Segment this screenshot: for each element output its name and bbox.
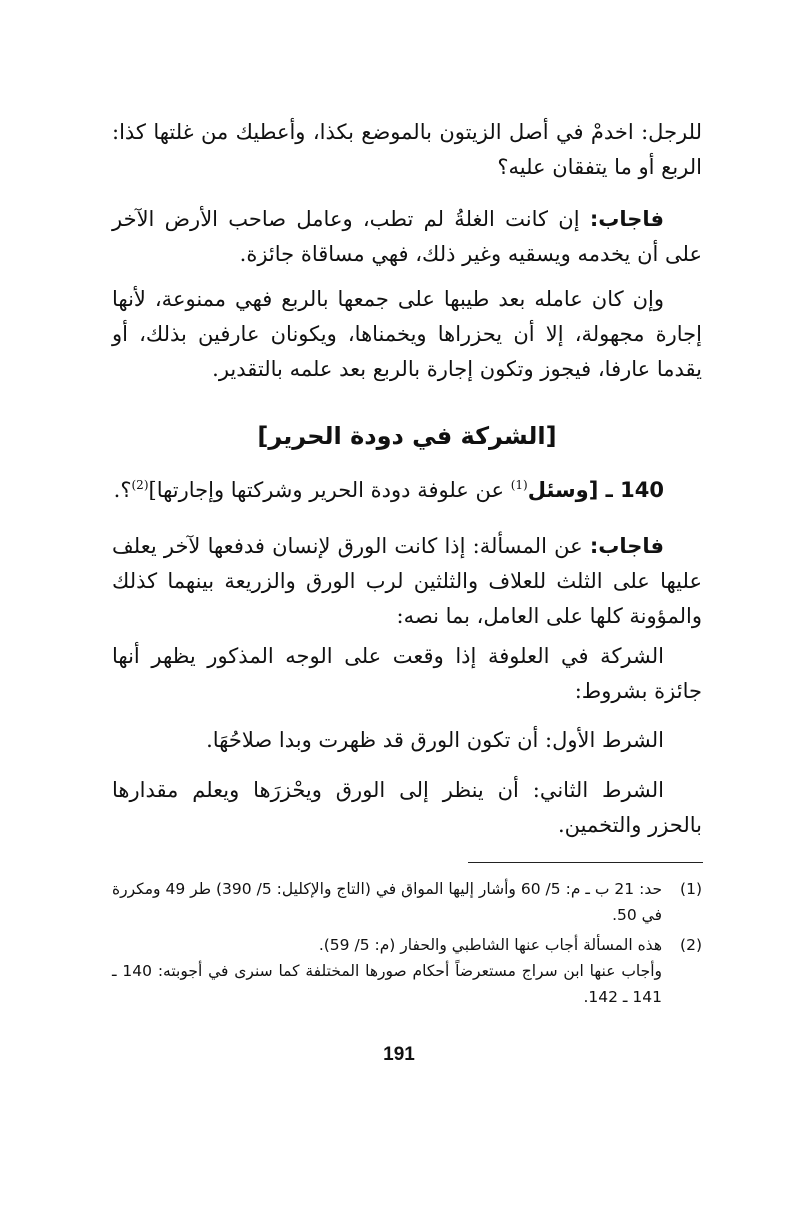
footnote-separator [468,862,703,863]
footnote-1-number: (1) [680,880,702,898]
condition-1-text: الشرط الأول: أن تكون الورق قد ظهرت وبدا صلاحُهَا. [206,728,664,752]
question-140 [112,473,702,508]
footnote-2-continuation: وأجاب عنها ابن سراج مستعرضاً أحكام صورها المختلفة كما سنرى في أجوبته: 140 ـ 141 ـ 142. [112,962,663,1006]
footnote-1 [112,876,702,928]
conditions-intro-text: الشركة في العلوفة إذا وقعت على الوجه المذكور يظهر أنها جائزة بشروط: [112,644,702,703]
question-label: [وسئل [527,478,599,502]
conditions-intro [112,639,702,709]
paragraph-2-text: إن كانت الغلةُ لم تطب، وعامل صاحب الأرض الآخر على أن يخدمه ويسقيه وغير ذلك، فهي مساقاة جائزة. [112,207,702,266]
paragraph-3-text: وإن كان عامله بعد طيبها على جمعها بالربع فهي ممنوعة، لأنها إجارة مجهولة، إلا أن يحزراها ويخمناها، ويكونان عارفين بذلك، أو يقدما عارفا، فيجوز وتكون إجارة بالربع بعد علمه بالتقدير. [112,287,702,381]
footnote-ref-1: (1) [510,478,528,492]
condition-1 [112,723,702,758]
question-number: 140 [620,478,664,502]
answer-paragraph [112,529,702,634]
question-end: ؟. [113,478,132,502]
footnote-2-number: (2) [680,936,702,954]
condition-2 [112,773,702,843]
answer-text: عن المسألة: إذا كانت الورق لإنسان فدفعها لآخر يعلف عليها على الثلث للعلاف والثلثين لرب الورق والزريعة بينهما كذلك والمؤونة كلها على العامل، بما نصه: [112,534,702,628]
condition-2-text: الشرط الثاني: أن ينظر إلى الورق ويحْزرَها ويعلم مقدارها بالحزر والتخمين. [112,778,702,837]
footnote-1-text: حد: 21 ب ـ م: 5/ 60 وأشار إليها المواق في (التاج والإكليل: 5/ 390) طر 49 ومكررة في 50. [112,880,663,924]
answer-label-2: فاجاب: [589,534,664,558]
section-heading: [الشركة في دودة الحرير] [257,422,557,450]
paragraph-3 [112,282,702,387]
paragraph-1-text: للرجل: اخدمْ في أصل الزيتون بالموضع بكذا، وأعطيك من غلتها كذا: الربع أو ما يتفقان عليه؟ [112,120,702,179]
question-text: عن علوفة دودة الحرير وشركتها وإجارتها] [148,478,511,502]
footnote-ref-2: (2) [131,478,149,492]
footnote-2-text: هذه المسألة أجاب عنها الشاطبي والحفار (م: 5/ 59). [318,936,662,954]
paragraph-2 [112,202,702,272]
footnote-2 [112,932,702,1010]
question-dash: ـ [598,478,621,502]
answer-label: فاجاب: [589,207,664,231]
paragraph-1 [112,115,702,185]
page-number: 191 [383,1044,415,1065]
